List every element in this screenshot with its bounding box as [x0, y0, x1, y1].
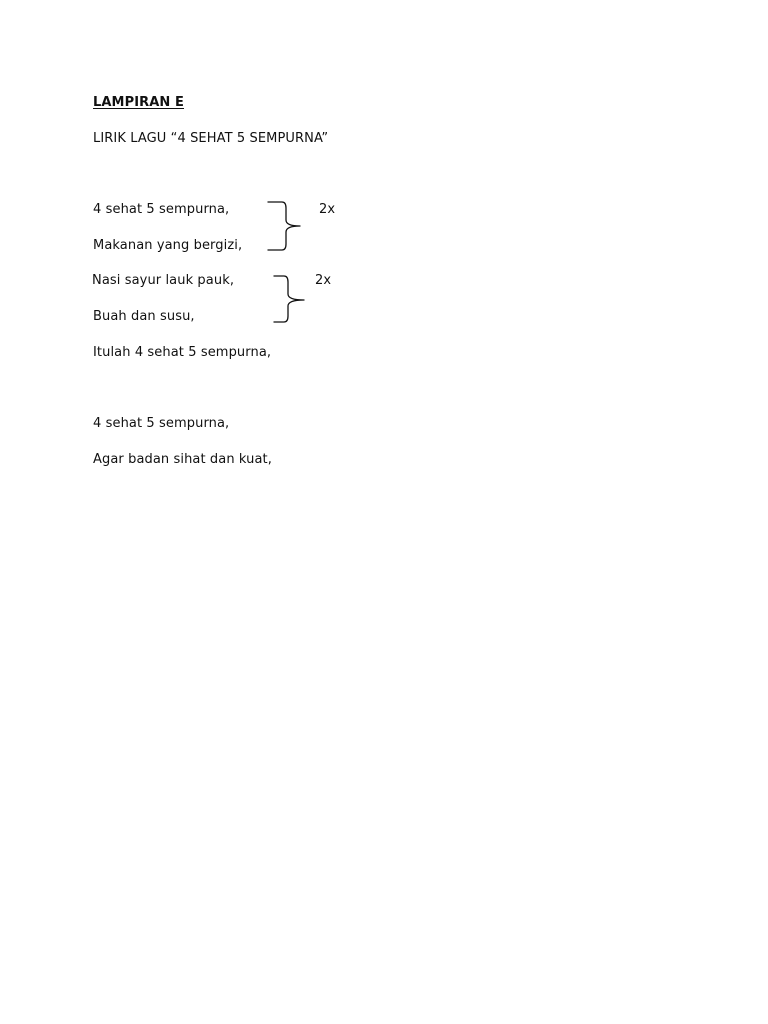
- lyric-line: Buah dan susu,: [93, 309, 195, 324]
- lyric-line: Makanan yang bergizi,: [93, 238, 243, 253]
- lyric-line: Nasi sayur lauk pauk,: [92, 273, 235, 288]
- brace-icon: [270, 274, 310, 330]
- lyric-line: 4 sehat 5 sempurna,: [93, 202, 230, 217]
- lyric-line: Agar badan sihat dan kuat,: [93, 452, 272, 467]
- lyric-line: Itulah 4 sehat 5 sempurna,: [93, 345, 272, 360]
- page-heading: LAMPIRAN E: [93, 95, 185, 110]
- repeat-mark: 2x: [319, 202, 336, 217]
- lyric-line: 4 sehat 5 sempurna,: [93, 416, 230, 431]
- repeat-mark: 2x: [315, 273, 332, 288]
- brace-icon: [264, 200, 304, 256]
- song-title: LIRIK LAGU “4 SEHAT 5 SEMPURNA”: [93, 131, 329, 146]
